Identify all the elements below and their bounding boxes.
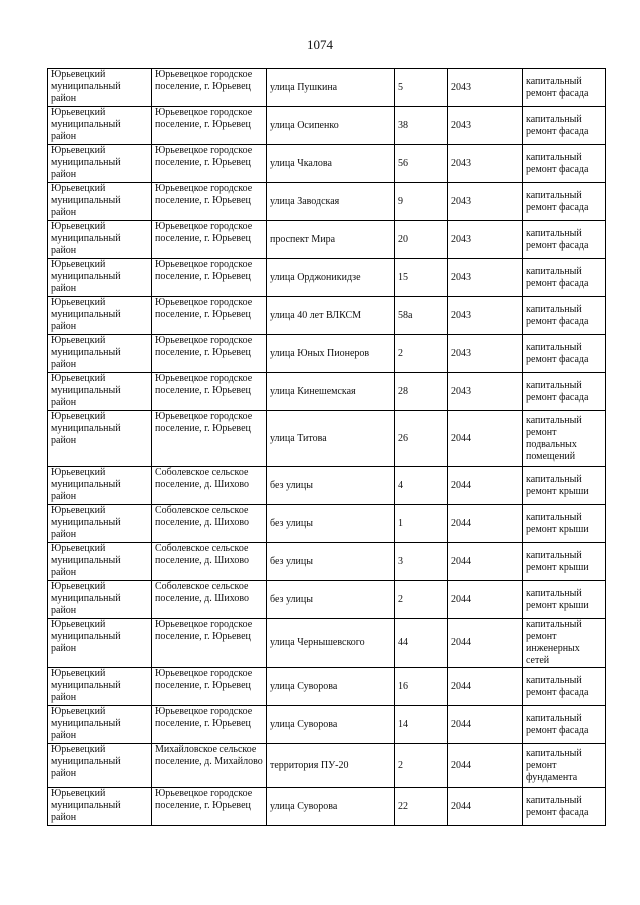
street-cell: без улицы bbox=[267, 467, 395, 505]
year-cell: 2044 bbox=[448, 581, 523, 619]
work-type-cell: капитальный ремонт фасада bbox=[523, 335, 606, 373]
table-row bbox=[48, 543, 606, 581]
district-cell: Юрьевецкий муниципальный район bbox=[48, 467, 152, 505]
house-number-cell: 56 bbox=[395, 145, 448, 183]
district-cell: Юрьевецкий муниципальный район bbox=[48, 788, 152, 826]
district-cell: Юрьевецкий муниципальный район bbox=[48, 145, 152, 183]
street-cell: улица Юных Пионеров bbox=[267, 335, 395, 373]
house-number-cell: 16 bbox=[395, 668, 448, 706]
table-row bbox=[48, 145, 606, 183]
district-cell: Юрьевецкий муниципальный район bbox=[48, 706, 152, 744]
table-row bbox=[48, 373, 606, 411]
table-row bbox=[48, 69, 606, 107]
settlement-cell: Соболевское сельское поселение, д. Шихово bbox=[152, 543, 267, 581]
table-row bbox=[48, 619, 606, 668]
work-type-cell: капитальный ремонт фасада bbox=[523, 107, 606, 145]
work-type-cell: капитальный ремонт фасада bbox=[523, 221, 606, 259]
street-cell: территория ПУ-20 bbox=[267, 744, 395, 788]
table-row bbox=[48, 183, 606, 221]
table-row bbox=[48, 411, 606, 467]
street-cell: улица Заводская bbox=[267, 183, 395, 221]
work-type-cell: капитальный ремонт фасада bbox=[523, 259, 606, 297]
year-cell: 2043 bbox=[448, 297, 523, 335]
work-type-cell: капитальный ремонт крыши bbox=[523, 543, 606, 581]
street-cell: улица Чкалова bbox=[267, 145, 395, 183]
table-row bbox=[48, 259, 606, 297]
year-cell: 2043 bbox=[448, 183, 523, 221]
table-row bbox=[48, 788, 606, 826]
year-cell: 2044 bbox=[448, 788, 523, 826]
district-cell: Юрьевецкий муниципальный район bbox=[48, 259, 152, 297]
work-type-cell: капитальный ремонт крыши bbox=[523, 467, 606, 505]
year-cell: 2044 bbox=[448, 619, 523, 668]
repair-schedule-table bbox=[47, 68, 606, 826]
work-type-cell: капитальный ремонт фасада bbox=[523, 706, 606, 744]
settlement-cell: Юрьевецкое городское поселение, г. Юрьевец bbox=[152, 221, 267, 259]
district-cell: Юрьевецкий муниципальный район bbox=[48, 107, 152, 145]
work-type-cell: капитальный ремонт фасада bbox=[523, 69, 606, 107]
settlement-cell: Юрьевецкое городское поселение, г. Юрьевец bbox=[152, 335, 267, 373]
street-cell: улица Пушкина bbox=[267, 69, 395, 107]
house-number-cell: 2 bbox=[395, 581, 448, 619]
year-cell: 2044 bbox=[448, 668, 523, 706]
street-cell: улица 40 лет ВЛКСМ bbox=[267, 297, 395, 335]
district-cell: Юрьевецкий муниципальный район bbox=[48, 373, 152, 411]
street-cell: без улицы bbox=[267, 543, 395, 581]
district-cell: Юрьевецкий муниципальный район bbox=[48, 543, 152, 581]
house-number-cell: 15 bbox=[395, 259, 448, 297]
street-cell: улица Суворова bbox=[267, 788, 395, 826]
settlement-cell: Юрьевецкое городское поселение, г. Юрьевец bbox=[152, 107, 267, 145]
district-cell: Юрьевецкий муниципальный район bbox=[48, 411, 152, 467]
district-cell: Юрьевецкий муниципальный район bbox=[48, 183, 152, 221]
settlement-cell: Соболевское сельское поселение, д. Шихово bbox=[152, 505, 267, 543]
work-type-cell: капитальный ремонт фасада bbox=[523, 668, 606, 706]
table-row bbox=[48, 668, 606, 706]
district-cell: Юрьевецкий муниципальный район bbox=[48, 505, 152, 543]
street-cell: улица Чернышевского bbox=[267, 619, 395, 668]
work-type-cell: капитальный ремонт фундамента bbox=[523, 744, 606, 788]
street-cell: улица Кинешемская bbox=[267, 373, 395, 411]
table-row bbox=[48, 335, 606, 373]
district-cell: Юрьевецкий муниципальный район bbox=[48, 744, 152, 788]
house-number-cell: 26 bbox=[395, 411, 448, 467]
year-cell: 2044 bbox=[448, 706, 523, 744]
year-cell: 2044 bbox=[448, 467, 523, 505]
table-row bbox=[48, 505, 606, 543]
table-row bbox=[48, 744, 606, 788]
work-type-cell: капитальный ремонт подвальных помещений bbox=[523, 411, 606, 467]
settlement-cell: Соболевское сельское поселение, д. Шихово bbox=[152, 467, 267, 505]
district-cell: Юрьевецкий муниципальный район bbox=[48, 581, 152, 619]
house-number-cell: 14 bbox=[395, 706, 448, 744]
work-type-cell: капитальный ремонт фасада bbox=[523, 373, 606, 411]
year-cell: 2043 bbox=[448, 221, 523, 259]
work-type-cell: капитальный ремонт крыши bbox=[523, 505, 606, 543]
year-cell: 2043 bbox=[448, 107, 523, 145]
table-body bbox=[48, 69, 606, 826]
page-number: 1074 bbox=[307, 37, 333, 52]
work-type-cell: капитальный ремонт фасада bbox=[523, 788, 606, 826]
street-cell: без улицы bbox=[267, 581, 395, 619]
district-cell: Юрьевецкий муниципальный район bbox=[48, 69, 152, 107]
house-number-cell: 2 bbox=[395, 744, 448, 788]
year-cell: 2044 bbox=[448, 543, 523, 581]
street-cell: улица Суворова bbox=[267, 706, 395, 744]
work-type-cell: капитальный ремонт фасада bbox=[523, 145, 606, 183]
house-number-cell: 4 bbox=[395, 467, 448, 505]
house-number-cell: 2 bbox=[395, 335, 448, 373]
house-number-cell: 22 bbox=[395, 788, 448, 826]
house-number-cell: 9 bbox=[395, 183, 448, 221]
settlement-cell: Юрьевецкое городское поселение, г. Юрьевец bbox=[152, 373, 267, 411]
table-row bbox=[48, 221, 606, 259]
street-cell: без улицы bbox=[267, 505, 395, 543]
district-cell: Юрьевецкий муниципальный район bbox=[48, 221, 152, 259]
settlement-cell: Юрьевецкое городское поселение, г. Юрьевец bbox=[152, 259, 267, 297]
street-cell: проспект Мира bbox=[267, 221, 395, 259]
house-number-cell: 5 bbox=[395, 69, 448, 107]
settlement-cell: Юрьевецкое городское поселение, г. Юрьевец bbox=[152, 183, 267, 221]
settlement-cell: Юрьевецкое городское поселение, г. Юрьевец bbox=[152, 145, 267, 183]
year-cell: 2044 bbox=[448, 505, 523, 543]
street-cell: улица Осипенко bbox=[267, 107, 395, 145]
settlement-cell: Юрьевецкое городское поселение, г. Юрьевец bbox=[152, 788, 267, 826]
house-number-cell: 1 bbox=[395, 505, 448, 543]
house-number-cell: 28 bbox=[395, 373, 448, 411]
year-cell: 2043 bbox=[448, 69, 523, 107]
year-cell: 2043 bbox=[448, 335, 523, 373]
house-number-cell: 20 bbox=[395, 221, 448, 259]
table-row bbox=[48, 297, 606, 335]
year-cell: 2044 bbox=[448, 744, 523, 788]
settlement-cell: Михайловское сельское поселение, д. Михайлово bbox=[152, 744, 267, 788]
year-cell: 2043 bbox=[448, 259, 523, 297]
house-number-cell: 3 bbox=[395, 543, 448, 581]
table-row bbox=[48, 467, 606, 505]
table-row bbox=[48, 706, 606, 744]
settlement-cell: Юрьевецкое городское поселение, г. Юрьевец bbox=[152, 619, 267, 668]
street-cell: улица Орджоникидзе bbox=[267, 259, 395, 297]
settlement-cell: Соболевское сельское поселение, д. Шихово bbox=[152, 581, 267, 619]
table-row bbox=[48, 107, 606, 145]
settlement-cell: Юрьевецкое городское поселение, г. Юрьевец bbox=[152, 411, 267, 467]
settlement-cell: Юрьевецкое городское поселение, г. Юрьевец bbox=[152, 706, 267, 744]
table-row bbox=[48, 581, 606, 619]
settlement-cell: Юрьевецкое городское поселение, г. Юрьевец bbox=[152, 297, 267, 335]
year-cell: 2043 bbox=[448, 145, 523, 183]
district-cell: Юрьевецкий муниципальный район bbox=[48, 619, 152, 668]
work-type-cell: капитальный ремонт крыши bbox=[523, 581, 606, 619]
work-type-cell: капитальный ремонт фасада bbox=[523, 297, 606, 335]
district-cell: Юрьевецкий муниципальный район bbox=[48, 668, 152, 706]
work-type-cell: капитальный ремонт фасада bbox=[523, 183, 606, 221]
settlement-cell: Юрьевецкое городское поселение, г. Юрьевец bbox=[152, 69, 267, 107]
street-cell: улица Суворова bbox=[267, 668, 395, 706]
house-number-cell: 44 bbox=[395, 619, 448, 668]
house-number-cell: 58а bbox=[395, 297, 448, 335]
work-type-cell: капитальный ремонт инженерных сетей bbox=[523, 619, 606, 668]
year-cell: 2043 bbox=[448, 373, 523, 411]
district-cell: Юрьевецкий муниципальный район bbox=[48, 297, 152, 335]
settlement-cell: Юрьевецкое городское поселение, г. Юрьевец bbox=[152, 668, 267, 706]
year-cell: 2044 bbox=[448, 411, 523, 467]
street-cell: улица Титова bbox=[267, 411, 395, 467]
district-cell: Юрьевецкий муниципальный район bbox=[48, 335, 152, 373]
house-number-cell: 38 bbox=[395, 107, 448, 145]
